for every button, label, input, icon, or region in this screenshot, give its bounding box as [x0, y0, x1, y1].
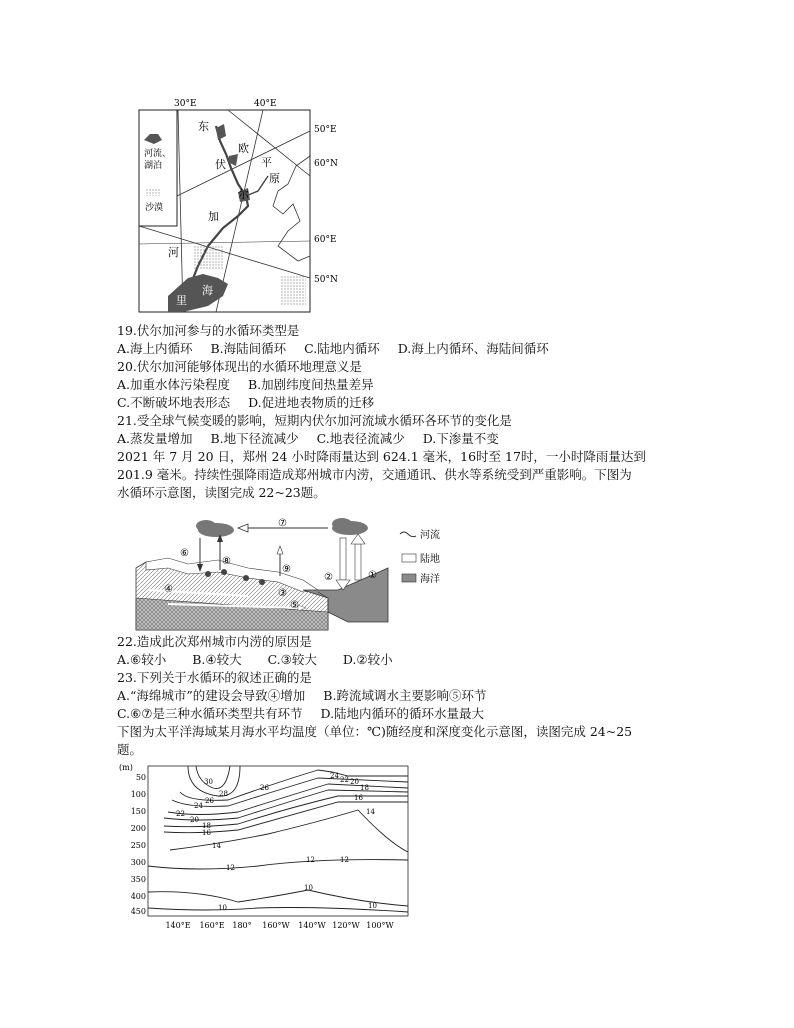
map-char-fu: 伏: [215, 158, 226, 171]
legend-river-lake-line1: 河流、: [144, 149, 172, 159]
map-char-ou: 欧: [238, 142, 249, 155]
iso-label-10a: 10: [218, 904, 227, 912]
cycle-num-7: ⑦: [278, 518, 287, 529]
q20-options-row2: [117, 395, 388, 411]
iso-label-12a: 12: [226, 864, 235, 872]
q22-stem: 22.造成此次郑州城市内涝的原因是: [117, 634, 312, 649]
iso-label-22b: 22: [340, 776, 349, 784]
lat-label-60n: 60°N: [314, 159, 338, 169]
iso-label-26a: 26: [205, 797, 214, 805]
cycle-legend-land: 陆地: [420, 554, 440, 565]
intro24-line2: 题。: [117, 742, 143, 757]
map-char-he: 河: [168, 246, 179, 259]
cycle-num-2: ②: [324, 572, 333, 583]
q19-option-b[interactable]: B.海陆间循环: [210, 341, 287, 356]
iso-label-18a: 18: [202, 822, 211, 830]
iso-label-22a: 22: [176, 810, 185, 818]
volga-map: [128, 96, 348, 316]
water-cycle-diagram: [128, 512, 488, 632]
map-char-er: 尔: [238, 188, 249, 201]
map-char-ping: 平: [261, 156, 272, 169]
q23-option-c[interactable]: C.⑥⑦是三种水循环类型共有环节: [117, 706, 303, 721]
lon-160w: 160°W: [262, 921, 290, 930]
q22-option-b[interactable]: B.④较大: [192, 652, 242, 667]
q22-option-c[interactable]: C.③较大: [267, 652, 317, 667]
q23-option-a[interactable]: A.“海绵城市”的建设会导致④增加: [117, 688, 306, 703]
cycle-num-9: ⑨: [282, 564, 291, 575]
cycle-num-1: ①: [368, 570, 377, 581]
map-char-dong: 东: [198, 120, 209, 133]
depth-300: 300: [130, 858, 146, 867]
lon-100w: 100°W: [366, 921, 394, 930]
iso-label-10b: 10: [304, 884, 313, 892]
iso-label-26b: 26: [260, 784, 269, 792]
q23-stem: 23.下列关于水循环的叙述正确的是: [117, 670, 312, 685]
iso-label-14b: 14: [366, 808, 375, 816]
map-char-jia: 加: [208, 210, 219, 223]
intro22-line1: 2021 年 7 月 20 日，郑州 24 小时降雨量达到 624.1 毫米，16时至 17时，一小时降雨量达到: [117, 449, 646, 464]
depth-450: 450: [130, 907, 146, 916]
cycle-num-3: ③: [278, 588, 287, 599]
iso-label-10c: 10: [368, 902, 377, 910]
iso-label-16a: 16: [202, 829, 211, 837]
q21-options: [117, 431, 513, 447]
isotherm-chart: [118, 762, 418, 934]
iso-label-18b: 18: [360, 784, 369, 792]
q21-option-b[interactable]: B.地下径流减少: [210, 431, 299, 446]
cycle-num-8: ⑧: [222, 556, 231, 567]
q23-option-d[interactable]: D.陆地内循环的循环水量最大: [320, 706, 485, 721]
q21-option-d[interactable]: D.下渗量不变: [422, 431, 499, 446]
iso-label-20a: 20: [190, 816, 199, 824]
lat-label-60e: 60°E: [314, 235, 337, 245]
q22-option-a[interactable]: A.⑥较小: [117, 652, 167, 667]
cycle-num-6: ⑥: [180, 548, 189, 559]
q21-option-a[interactable]: A.蒸发量增加: [117, 431, 193, 446]
intro22-line2: 201.9 毫米。持续性强降雨造成郑州城市内涝，交通通讯、供水等系统受到严重影响。下图为: [117, 467, 632, 482]
cycle-num-4: ④: [164, 584, 173, 595]
map-char-hai: 海: [202, 284, 213, 297]
intro22-line3: 水循环示意图，读图完成 22~23题。: [117, 485, 326, 500]
q20-option-b[interactable]: B.加剧纬度间热量差异: [248, 377, 374, 392]
depth-150: 150: [130, 807, 146, 816]
q22-option-d[interactable]: D.②较小: [342, 652, 393, 667]
iso-label-30: 30: [204, 778, 213, 786]
q20-options-row1: [117, 377, 388, 393]
q21-option-c[interactable]: C.地表径流减少: [316, 431, 405, 446]
lat-label-50e: 50°E: [314, 125, 337, 135]
iso-label-24a: 24: [194, 802, 203, 810]
q23-option-b[interactable]: B.跨流域调水主要影响⑤环节: [323, 688, 487, 703]
q23-options-row2: [117, 706, 498, 722]
depth-400: 400: [130, 892, 146, 901]
lon-140e: 140°E: [165, 921, 191, 930]
isotherm-unit: (m): [119, 763, 133, 772]
iso-label-14a: 14: [212, 842, 221, 850]
depth-50: 50: [135, 773, 146, 782]
lon-label-40e: 40°E: [254, 99, 277, 109]
iso-label-16b: 16: [354, 794, 363, 802]
q20-option-c[interactable]: C.不断破坏地表形态: [117, 395, 231, 410]
intro24-line1: 下图为太平洋海域某月海水平均温度（单位：℃)随经度和深度变化示意图，读图完成 24~25: [117, 724, 633, 739]
q23-options-row1: [117, 688, 500, 704]
q21-stem: 21.受全球气候变暖的影响，短期内伏尔加河流域水循环各环节的变化是: [117, 413, 512, 428]
cycle-num-5: ⑤: [290, 600, 299, 611]
map-char-li: 里: [176, 294, 187, 307]
legend-desert: 沙漠: [145, 203, 164, 213]
q19-option-c[interactable]: C.陆地内循环: [304, 341, 380, 356]
q19-option-a[interactable]: A.海上内循环: [117, 341, 193, 356]
iso-label-28: 28: [219, 790, 228, 798]
depth-100: 100: [130, 790, 146, 799]
lon-label-30e: 30°E: [174, 99, 197, 109]
depth-250: 250: [130, 841, 146, 850]
q22-options: [117, 652, 407, 668]
q19-stem: 19.伏尔加河参与的水循环类型是: [117, 323, 300, 338]
lon-160e: 160°E: [199, 921, 225, 930]
iso-label-12b: 12: [340, 856, 349, 864]
iso-label-24b: 24: [330, 772, 339, 780]
q20-option-a[interactable]: A.加重水体污染程度: [117, 377, 231, 392]
q20-option-d[interactable]: D.促进地表物质的迁移: [248, 395, 375, 410]
lon-120w: 120°W: [332, 921, 360, 930]
cycle-legend-ocean: 海洋: [420, 574, 440, 585]
q19-options: [117, 341, 563, 357]
iso-label-12c: 12: [306, 856, 315, 864]
q20-stem: 20.伏尔加河能够体现出的水循环地理意义是: [117, 359, 362, 374]
lon-180: 180°: [232, 921, 252, 930]
legend-river-lake-line2: 湖泊: [144, 161, 163, 171]
iso-label-20b: 20: [350, 778, 359, 786]
depth-350: 350: [130, 875, 146, 884]
depth-200: 200: [130, 824, 146, 833]
cycle-legend-river: 河流: [420, 530, 440, 541]
lon-140w: 140°W: [298, 921, 326, 930]
lat-label-50n: 50°N: [314, 275, 338, 285]
map-char-yuan: 原: [269, 172, 280, 185]
q19-option-d[interactable]: D.海上内循环、海陆间循环: [397, 341, 549, 356]
